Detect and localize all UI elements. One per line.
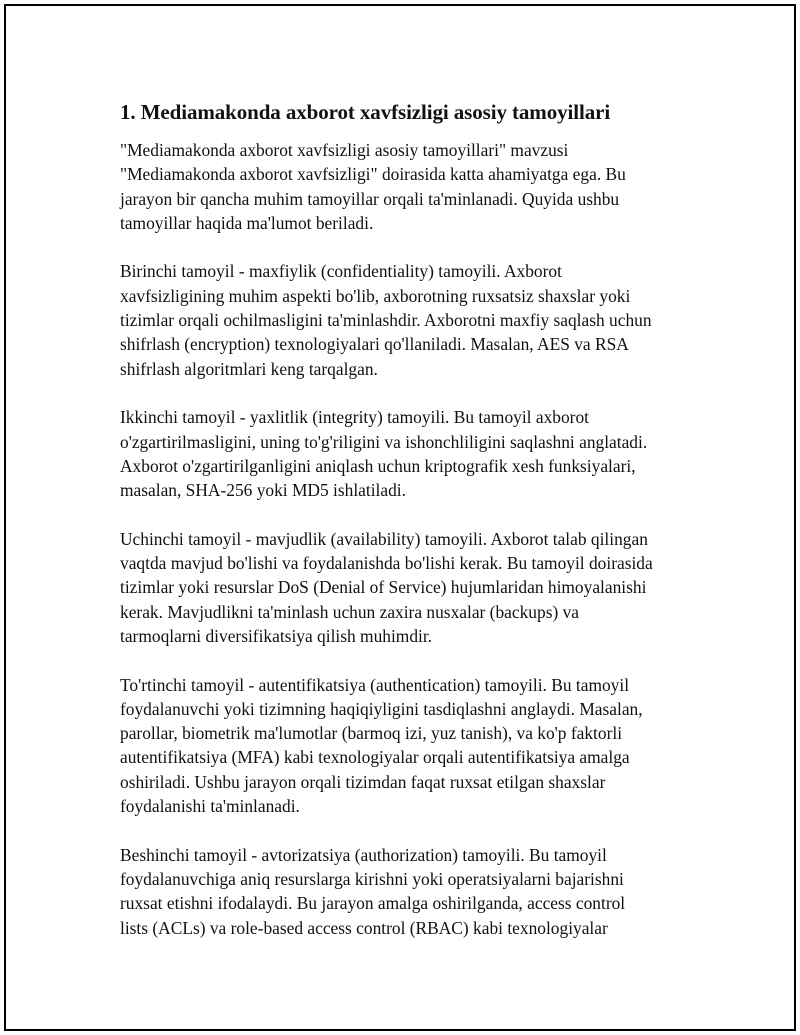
paragraph-availability: Uchinchi tamoyil - mavjudlik (availability) tamoyili. Axborot talab qilingan vaqtda mavjud bo'lishi va foydalanishda bo'lishi kerak. Bu tamoyil doirasida tizimlar yoki resurslar DoS (Denial of Service) hujumlaridan himoyalanishi kerak. Mavjudlikni ta'minlash uchun zaxira nusxalar (backups) va tarmoqlarni diversifikatsiya qilish muhimdir. [120, 528, 653, 646]
paragraph-integrity: Ikkinchi tamoyil - yaxlitlik (integrity) tamoyili. Bu tamoyil axborot o'zgartirilmasligini, uning to'g'riligini va ishonchliligini saqlashni anglatadi. Axborot o'zgartirilganligini aniqlash uchun kriptografik xesh funksiyalari, masalan, SHA-256 yoki MD5 ishlatiladi. [120, 407, 648, 501]
section-heading: 1. Mediamakonda axborot xavfsizligi asosiy tamoyillari [120, 100, 611, 124]
paragraph-authentication: To'rtinchi tamoyil - autentifikatsiya (authentication) tamoyili. Bu tamoyil foydalanuvchi yoki tizimning haqiqiyligini tasdiqlashni anglaydi. Masalan, parollar, biometrik ma'lumotlar (barmoq izi, yuz tanish), va ko'p faktorli autentifikatsiya (MFA) kabi texnologiyalar orqali autentifikatsiya amalga oshiriladi. Ushbu jarayon orqali tizimdan faqat ruxsat etilgan shaxslar foydalanishi ta'minlanadi. [120, 674, 643, 817]
paragraph-intro: "Mediamakonda axborot xavfsizligi asosiy tamoyillari" mavzusi "Mediamakonda axborot xavfsizligi" doirasida katta ahamiyatga ega. Bu jarayon bir qancha muhim tamoyillar orqali ta'minlanadi. Quyida ushbu tamoyillar haqida ma'lumot beriladi. [120, 140, 626, 233]
paragraph-confidentiality: Birinchi tamoyil - maxfiylik (confidentiality) tamoyili. Axborot xavfsizligining muhim aspekti bo'lib, axborotning ruxsatsiz shaxslar yoki tizimlar orqali ochilmasligini ta'minlashdir. Axborotni maxfiy saqlash uchun shifrlash (encryption) texnologiyalari qo'llaniladi. Masalan, AES va RSA shifrlash algoritmlari keng tarqalgan. [120, 261, 652, 379]
paragraph-authorization: Beshinchi tamoyil - avtorizatsiya (authorization) tamoyili. Bu tamoyil foydalanuvchiga aniq resurslarga kirishni yoki operatsiyalarni bajarishni ruxsat etishni ifodalaydi. Bu jarayon amalga oshirilganda, access control lists (ACLs) va role-based access control (RBAC) kabi texnologiyalar [120, 844, 626, 938]
document-page [4, 4, 796, 1031]
document-body [120, 98, 700, 964]
